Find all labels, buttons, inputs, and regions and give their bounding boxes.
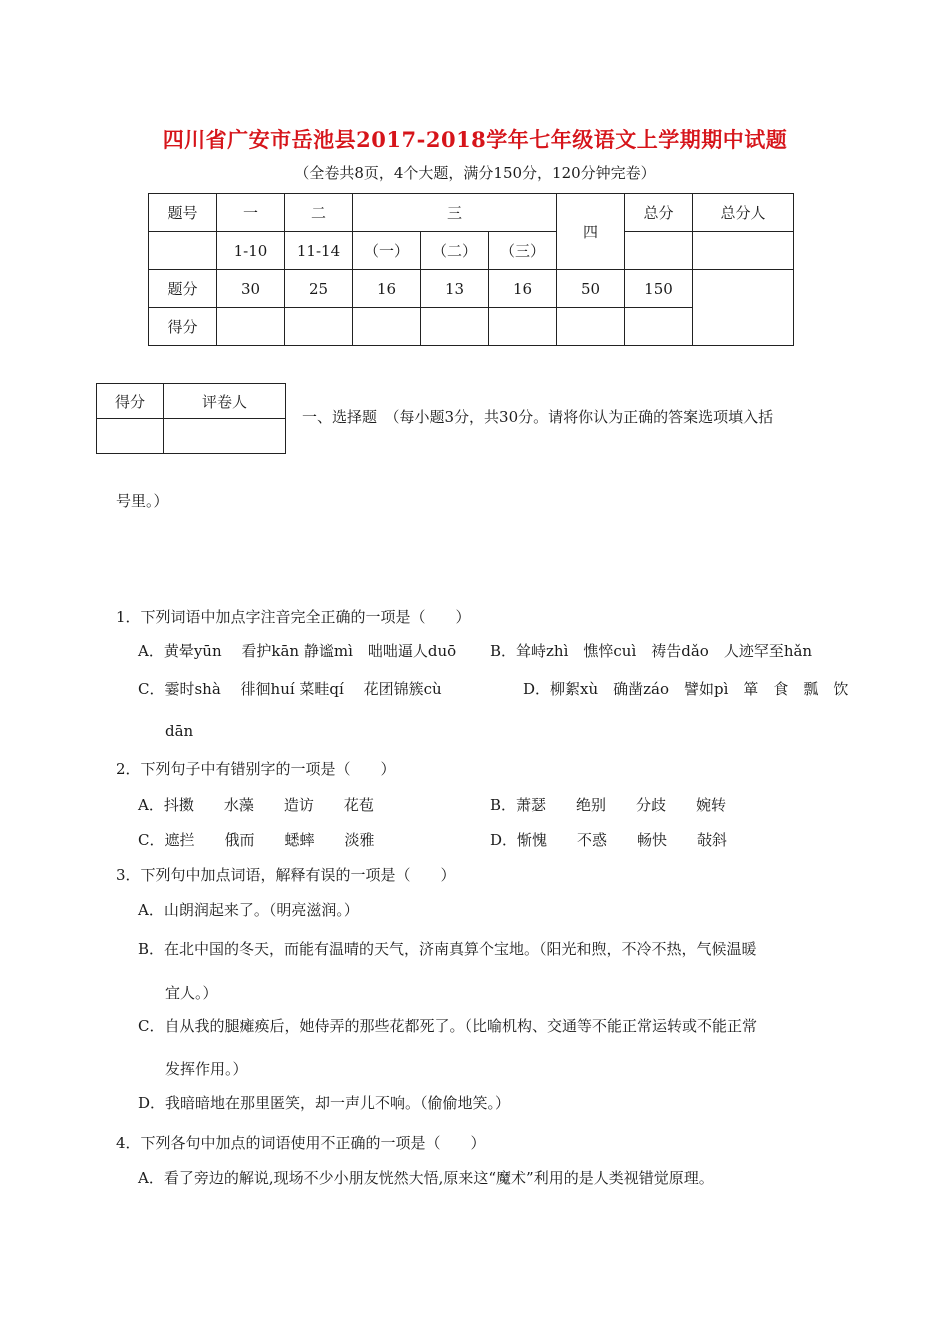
score-cell: 16 bbox=[353, 270, 421, 308]
score-cell: （二） bbox=[421, 232, 489, 270]
q3-option-c: C．自从我的腿瘫痪后，她侍弄的那些花都死了。（比喻机构、交通等不能正常运转或不能正常 bbox=[138, 1017, 757, 1035]
q1-option-c: C．霎时shà 徘徊huí 菜畦qí 花团锦簇cù bbox=[138, 680, 442, 698]
q2-option-d: D．惭愧 不惑 畅快 敧斜 bbox=[490, 831, 728, 849]
score-cell: 得分 bbox=[149, 308, 217, 346]
score-cell: 1-10 bbox=[217, 232, 285, 270]
score-cell bbox=[149, 232, 217, 270]
score-cell: 总分人 bbox=[693, 194, 794, 232]
grader-score-label: 得分 bbox=[97, 384, 164, 419]
question-3-stem: 3．下列句中加点词语，解释有误的一项是（ ） bbox=[116, 866, 456, 884]
score-cell: 一 bbox=[217, 194, 285, 232]
q2-option-a: A．抖擞 水藻 造访 花苞 bbox=[138, 796, 374, 814]
q2-option-c: C．遮拦 俄而 蟋蟀 淡雅 bbox=[138, 831, 375, 849]
section-heading: 一、选择题 （每小题3分，共30分。请将你认为正确的答案选项填入括 bbox=[302, 408, 774, 426]
grader-score-cell bbox=[97, 419, 164, 454]
q3-option-b: B．在北中国的冬天，而能有温晴的天气，济南真算个宝地。（阳光和煦，不冷不热，气候温暖 bbox=[138, 940, 757, 958]
score-cell: 三 bbox=[353, 194, 557, 232]
score-cell: 25 bbox=[285, 270, 353, 308]
q3-option-c-cont: 发挥作用。） bbox=[165, 1060, 248, 1078]
section-heading-cont: 号里。） bbox=[116, 492, 169, 510]
score-cell bbox=[693, 232, 794, 270]
score-cell bbox=[285, 308, 353, 346]
q2-option-b: B．萧瑟 绝别 分歧 婉转 bbox=[490, 796, 727, 814]
q1-option-a: A．黄晕yūn 看护kān 静谧mì 咄咄逼人duō bbox=[138, 642, 457, 660]
score-cell bbox=[353, 308, 421, 346]
score-cell: 50 bbox=[557, 270, 625, 308]
question-2-stem: 2．下列句子中有错别字的一项是（ ） bbox=[116, 760, 396, 778]
question-1-stem: 1．下列词语中加点字注音完全正确的一项是（ ） bbox=[116, 608, 471, 626]
score-table bbox=[148, 193, 794, 346]
grader-name-cell bbox=[164, 419, 286, 454]
score-cell bbox=[625, 232, 693, 270]
score-cell bbox=[421, 308, 489, 346]
score-cell: 总分 bbox=[625, 194, 693, 232]
score-cell: 30 bbox=[217, 270, 285, 308]
score-cell: 11-14 bbox=[285, 232, 353, 270]
q1-option-d-cont: dān bbox=[165, 722, 194, 740]
score-cell bbox=[557, 308, 625, 346]
q3-option-b-cont: 宜人。） bbox=[165, 984, 218, 1002]
score-cell: 13 bbox=[421, 270, 489, 308]
q3-option-a: A．山朗润起来了。（明亮滋润。） bbox=[138, 901, 359, 919]
question-4-stem: 4．下列各句中加点的词语使用不正确的一项是（ ） bbox=[116, 1134, 486, 1152]
score-cell bbox=[625, 308, 693, 346]
exam-subtitle: （全卷共8页，4个大题，满分150分，120分钟完卷） bbox=[294, 164, 656, 182]
grader-name-label: 评卷人 bbox=[164, 384, 286, 419]
q1-option-b: B．耸峙zhì 憔悴cuì 祷告dǎo 人迹罕至hǎn bbox=[490, 642, 813, 660]
score-cell: 150 bbox=[625, 270, 693, 308]
score-cell bbox=[693, 270, 794, 346]
q3-option-d: D．我暗暗地在那里匿笑，却一声儿不响。（偷偷地笑。） bbox=[138, 1094, 511, 1112]
page-title: 四川省广安市岳池县2017-2018学年七年级语文上学期期中试题 bbox=[162, 127, 788, 152]
score-cell: 16 bbox=[489, 270, 557, 308]
score-cell bbox=[217, 308, 285, 346]
score-cell: 二 bbox=[285, 194, 353, 232]
score-cell bbox=[489, 308, 557, 346]
score-cell: 题号 bbox=[149, 194, 217, 232]
q1-option-d: D．柳絮xù 确凿záo 譬如pì 箪 食 瓢 饮 bbox=[523, 680, 849, 698]
score-cell: （三） bbox=[489, 232, 557, 270]
score-cell: （一） bbox=[353, 232, 421, 270]
score-cell: 题分 bbox=[149, 270, 217, 308]
q4-option-a: A．看了旁边的解说,现场不少小朋友恍然大悟,原来这“魔术”利用的是人类视错觉原理。 bbox=[138, 1169, 714, 1187]
grader-table bbox=[96, 383, 286, 454]
score-cell: 四 bbox=[557, 194, 625, 270]
